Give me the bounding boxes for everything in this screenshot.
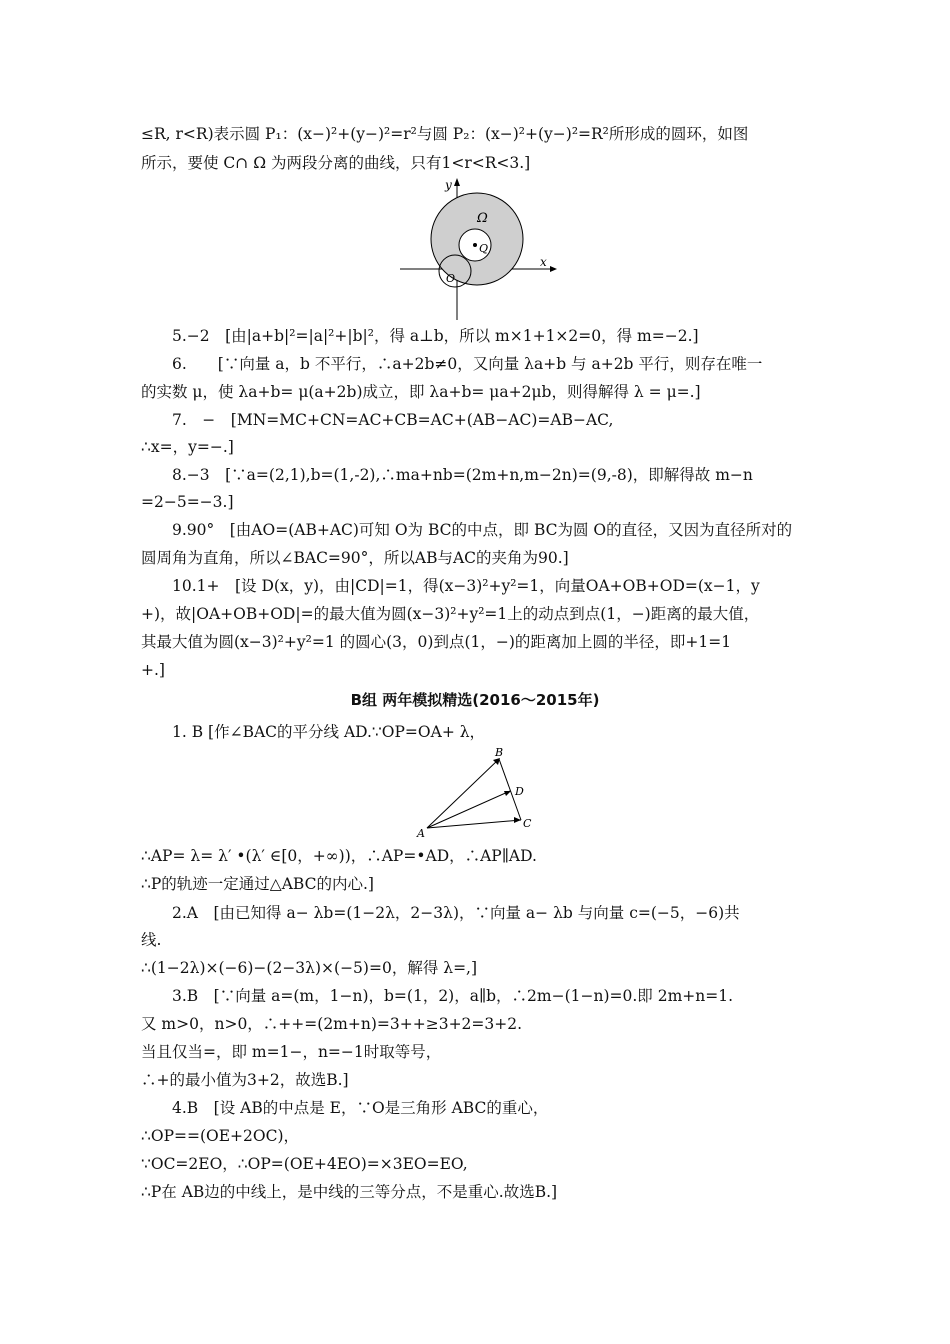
- line-6: 7. − [MN=MC+CN=AC+CB=AC+(AB−AC)=AB−AC,: [172, 411, 614, 429]
- line-1: ≤R, r<R)表示圆 P₁：(x−)²+(y−)²=r²与圆 P₂：(x−)²+(y−)²=R²所形成的圆环，如图: [141, 125, 749, 143]
- line-24: 又 m>0，n>0，∴++=(2m+n)=3++≥3+2=3+2.: [141, 1015, 523, 1033]
- line-9: =2−5=−3.]: [141, 493, 234, 511]
- line-13: +)，故|OA+OB+OD|=的最大值为圆(x−3)²+y²=1上的动点到点(1，−)距离的最大值，: [141, 605, 760, 623]
- line-2: 所示，要使 C∩ Ω 为两段分离的曲线，只有1<r<R<3.]: [141, 154, 531, 172]
- line-12: 10.1+ [设 D(x，y)，由|CD|=1，得(x−3)²+y²=1，向量OA+OB+OD=(x−1，y: [172, 577, 760, 595]
- line-26: ∴+的最小值为3+2，故选B.]: [141, 1071, 349, 1089]
- line-8: 8.−3 [∵a=(2,1),b=(1,-2),∴ma+nb=(2m+n,m−2n)=(9,-8)，即解得故 m−n: [172, 466, 753, 484]
- label-a: A: [417, 827, 425, 840]
- line-14: 其最大值为圆(x−3)²+y²=1 的圆心(3，0)到点(1，−)的距离加上圆的半径，即+1=1: [141, 633, 732, 651]
- label-d: D: [515, 785, 524, 798]
- line-29: ∵OC=2EO，∴OP=(OE+4EO)=×3EO=EO,: [141, 1155, 468, 1173]
- q-label: Q: [479, 242, 489, 255]
- line-21: 线.: [141, 931, 162, 949]
- line-7: ∴x=，y=−.]: [141, 438, 234, 456]
- omega-label: Ω: [477, 211, 488, 226]
- line-17: 1. B [作∠BAC的平分线 AD.∵OP=OA+ λ，: [172, 723, 486, 741]
- annulus-figure: [395, 172, 565, 322]
- y-axis-label: y: [445, 178, 452, 192]
- line-20: 2.A [由已知得 a− λb=(1−2λ，2−3λ)，∵向量 a− λb 与向量 c=(−5，−6)共: [172, 904, 740, 922]
- label-b: B: [495, 746, 504, 759]
- line-28: ∴OP==(OE+2OC)，: [141, 1127, 300, 1145]
- o-label: O: [446, 272, 456, 285]
- section-heading: B组 两年模拟精选(2016～2015年): [350, 691, 600, 709]
- line-22: ∴(1−2λ)×(−6)−(2−3λ)×(−5)=0，解得 λ=,]: [141, 959, 478, 977]
- x-axis-label: x: [540, 255, 547, 269]
- label-c: C: [523, 817, 532, 830]
- line-27: 4.B [设 AB的中点是 E，∵O是三角形 ABC的重心，: [172, 1099, 549, 1117]
- line-25: 当且仅当=，即 m=1−，n=−1时取等号，: [141, 1043, 442, 1061]
- triangle-figure: [415, 745, 535, 840]
- line-4: 6. [∵向量 a，b 不平行，∴a+2b≠0，又向量 λa+b 与 a+2b 平行，则存在唯一: [172, 355, 763, 373]
- line-30: ∴P在 AB边的中线上，是中线的三等分点，不是重心.故选B.]: [141, 1183, 558, 1201]
- line-11: 圆周角为直角，所以∠BAC=90°，所以AB与AC的夹角为90.]: [141, 549, 569, 567]
- line-19: ∴P的轨迹一定通过△ABC的内心.]: [141, 875, 374, 893]
- line-5: 的实数 μ，使 λa+b= μ(a+2b)成立，即 λa+b= μa+2μb，则得解得 λ = μ=.]: [141, 383, 701, 401]
- line-10: 9.90° [由AO=(AB+AC)可知 O为 BC的中点，即 BC为圆 O的直径，又因为直径所对的: [172, 521, 793, 539]
- line-18: ∴AP= λ= λ′ •(λ′ ∈[0，+∞))，∴AP=•AD，∴AP∥AD.: [141, 847, 537, 865]
- line-23: 3.B [∵向量 a=(m，1−n)，b=(1，2)，a∥b，∴2m−(1−n)=0.即 2m+n=1.: [172, 987, 734, 1005]
- line-3: 5.−2 [由|a+b|²=|a|²+|b|²，得 a⊥b，所以 m×1+1×2=0，得 m=−2.]: [172, 327, 699, 345]
- line-15: +.]: [141, 661, 165, 679]
